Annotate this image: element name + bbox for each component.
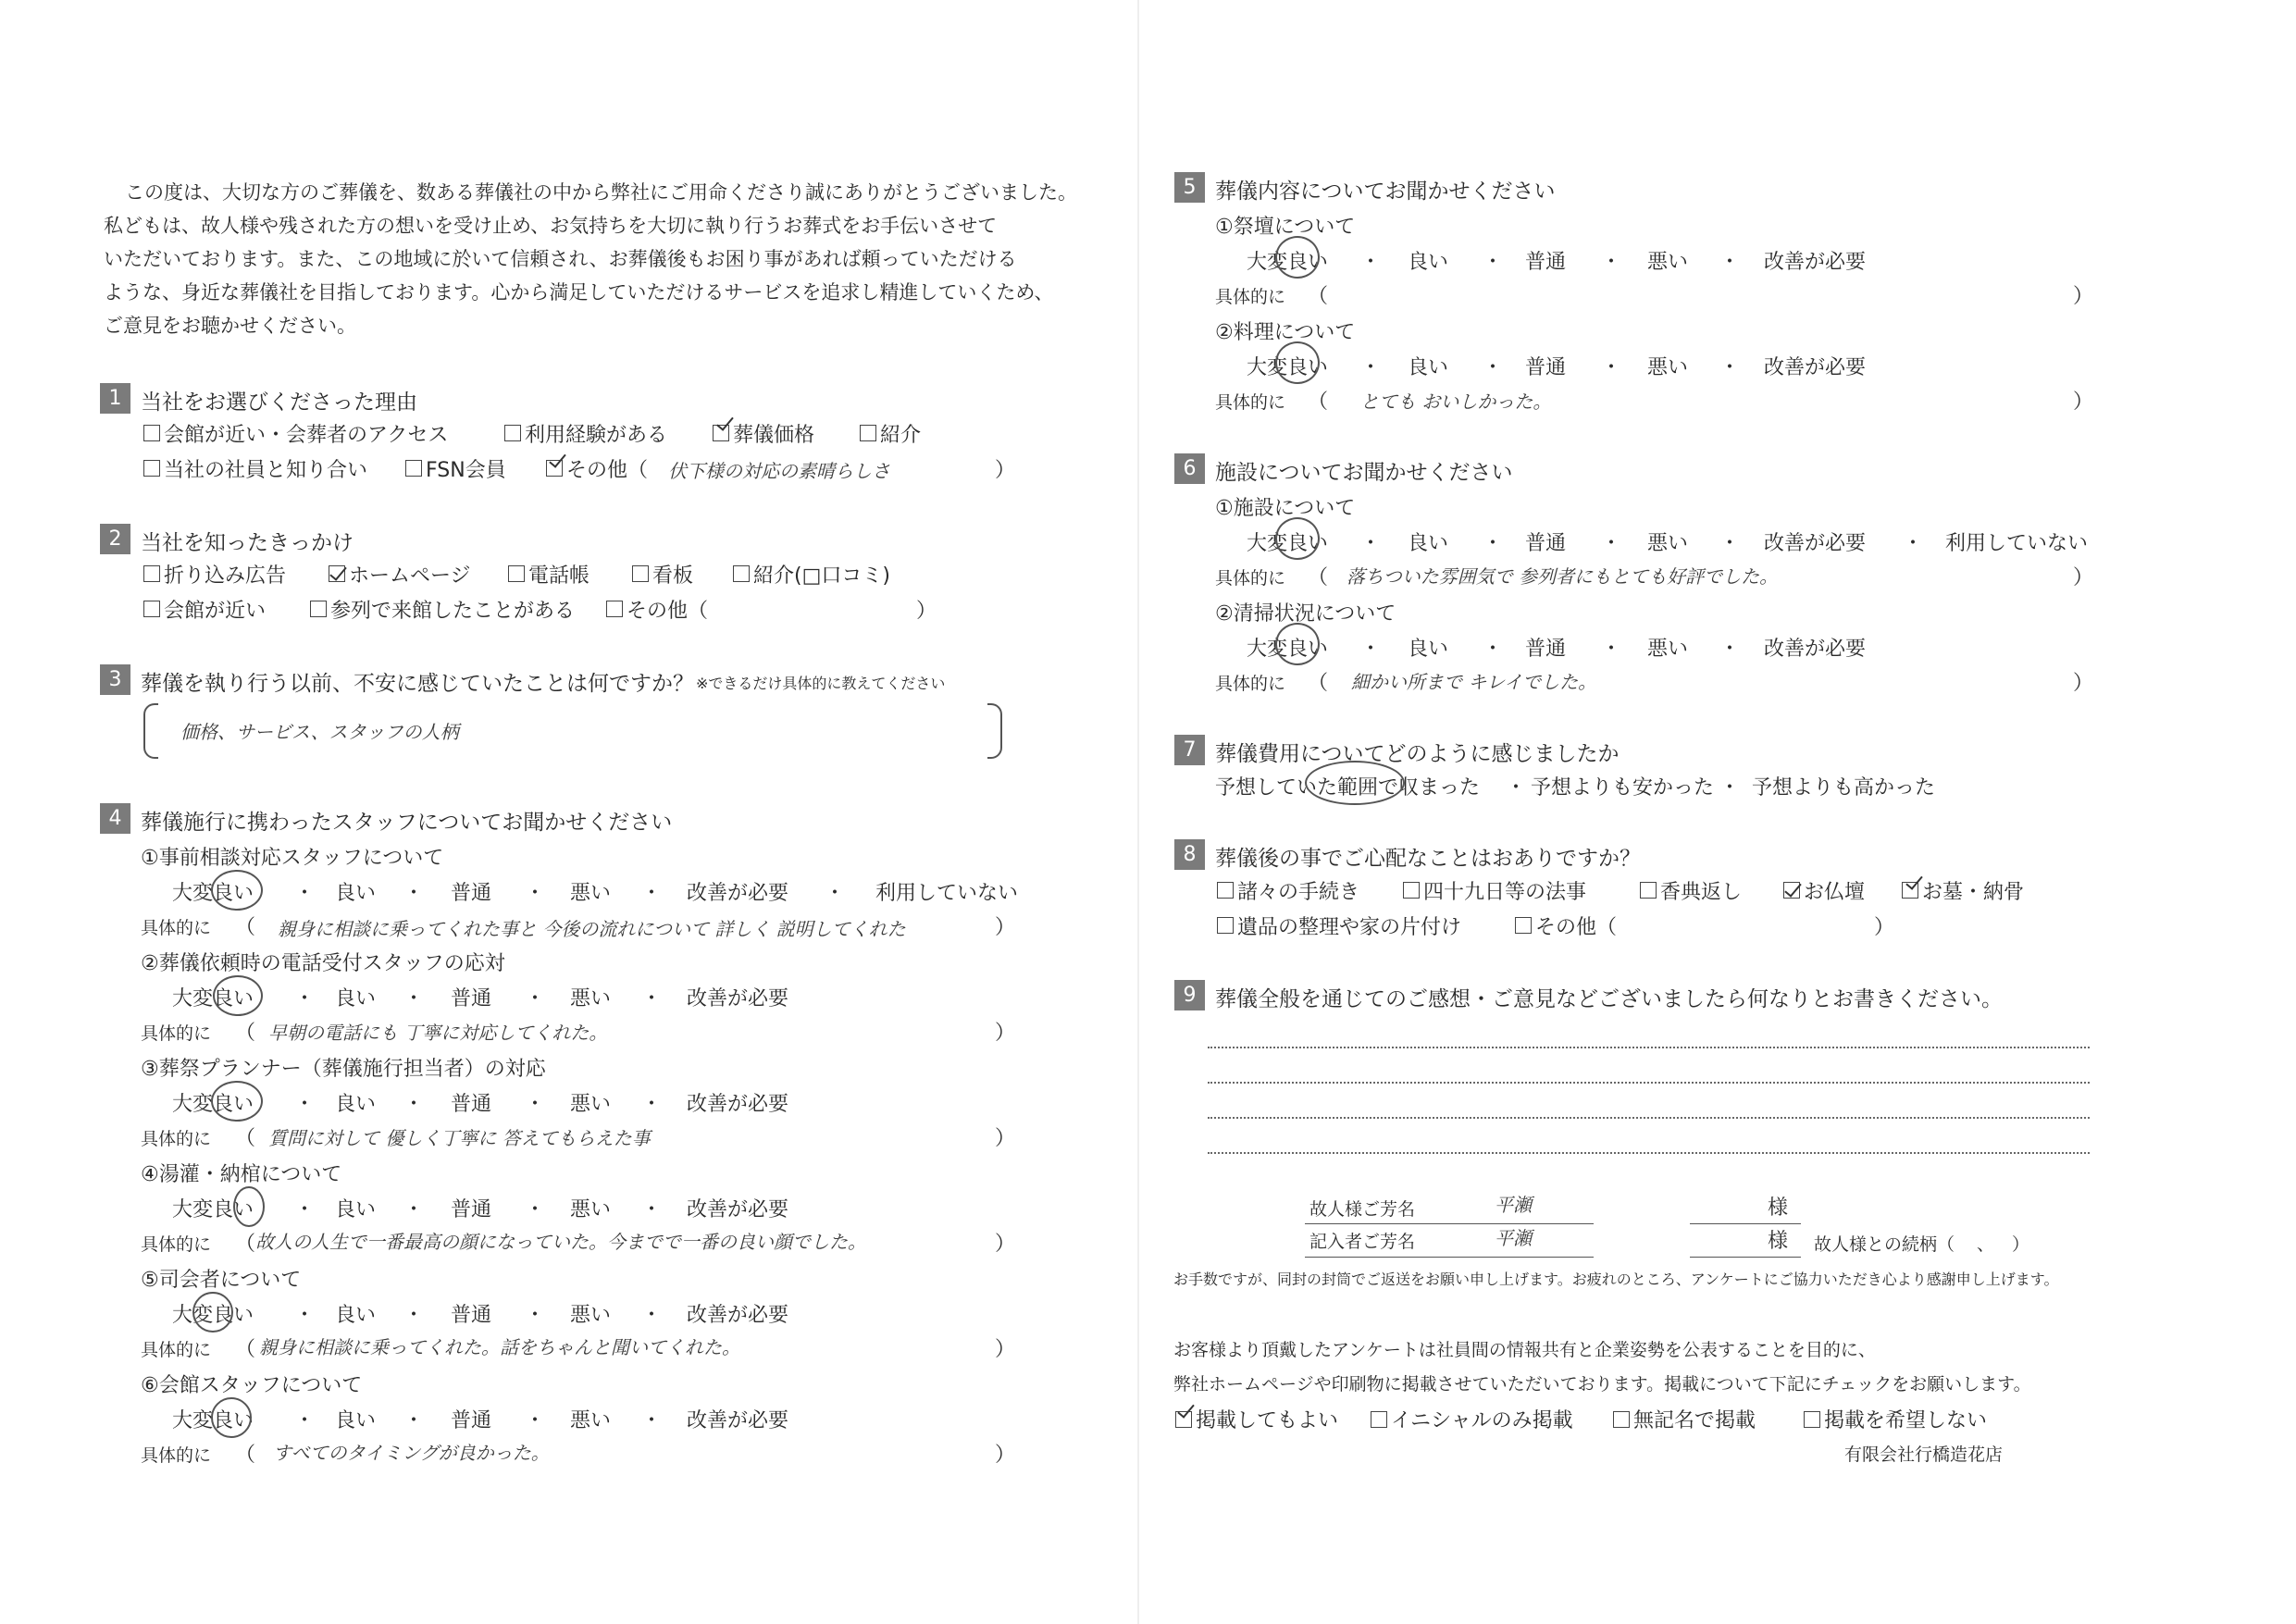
rating-dot: ・ bbox=[294, 882, 316, 905]
checkbox[interactable] bbox=[504, 425, 521, 441]
rating-dot: ・ bbox=[403, 1093, 425, 1116]
checkbox[interactable] bbox=[1515, 917, 1532, 934]
rating-very-good[interactable]: 大変良い bbox=[172, 1409, 254, 1432]
rating-normal[interactable]: 普通 bbox=[451, 1198, 492, 1221]
relation-label: 故人様との続柄（ bbox=[1814, 1234, 1955, 1255]
checkbox[interactable] bbox=[1371, 1411, 1387, 1428]
specific-label: 具体的に bbox=[1215, 674, 1286, 694]
rating-dot: ・ bbox=[1360, 638, 1382, 661]
option-label: イニシャルのみ掲載 bbox=[1391, 1409, 1573, 1432]
rating-dot: ・ bbox=[403, 882, 425, 905]
intro-line: いただいております。また、この地域に於いて信頼され、お葬儀後もお困り事があれば頼っていただける bbox=[104, 248, 1017, 270]
checkbox[interactable] bbox=[1217, 917, 1234, 934]
specific-label: 具体的に bbox=[141, 918, 212, 938]
selected-circle bbox=[1275, 623, 1320, 665]
paren-open: （ bbox=[235, 1338, 256, 1361]
rating-dot: ・ bbox=[1719, 638, 1741, 661]
deceased-name: 平瀬 bbox=[1495, 1194, 1532, 1216]
check-mark-icon bbox=[549, 450, 565, 468]
option-label: 紹介(□口コミ) bbox=[753, 564, 890, 588]
section-title: 葬儀施行に携わったスタッフについてお聞かせください bbox=[141, 811, 673, 835]
option-dot: ・ bbox=[1506, 776, 1527, 800]
rating-dot: ・ bbox=[403, 987, 425, 1010]
thanks-note: お手数ですが、同封の封筒でご返送をお願い申し上げます。お疲れのところ、アンケートにご協力いただき心より感謝申し上げます。 bbox=[1173, 1271, 2059, 1288]
rating-very-good[interactable]: 大変良い bbox=[172, 987, 254, 1010]
rating-dot: ・ bbox=[641, 987, 663, 1010]
option-label: 香典返し bbox=[1660, 881, 1743, 904]
paren-close: ） bbox=[1874, 916, 1895, 939]
underline bbox=[1690, 1257, 1801, 1258]
checkbox[interactable] bbox=[1403, 882, 1420, 899]
rating-bad[interactable]: 悪い bbox=[1647, 532, 1689, 555]
paren-close: ） bbox=[995, 1127, 1016, 1150]
sama-label: 様 bbox=[1768, 1196, 1789, 1220]
subsection-title: ②清掃状況について bbox=[1215, 602, 1396, 626]
rating-dot: ・ bbox=[1601, 638, 1622, 661]
right-page bbox=[1138, 0, 2296, 1624]
rating-dot: ・ bbox=[1601, 356, 1622, 379]
checkbox[interactable] bbox=[606, 601, 623, 617]
writer-name-label: 記入者ご芳名 bbox=[1309, 1232, 1416, 1252]
rating-good[interactable]: 良い bbox=[335, 1304, 377, 1327]
section-number: 2 bbox=[100, 524, 130, 554]
selected-circle bbox=[1275, 517, 1320, 560]
comment-line[interactable] bbox=[1208, 1117, 2090, 1119]
option-label: 折り込み広告 bbox=[164, 564, 287, 588]
rating-not-used[interactable]: 利用していない bbox=[1945, 532, 2089, 555]
subsection-title: ④湯灌・納棺について bbox=[141, 1163, 342, 1186]
option-dot: ・ bbox=[1719, 776, 1741, 800]
rating-dot: ・ bbox=[525, 1409, 546, 1432]
rating-good[interactable]: 良い bbox=[1408, 251, 1449, 274]
rating-good[interactable]: 良い bbox=[335, 882, 377, 905]
subsection-title: ①祭壇について bbox=[1215, 216, 1356, 239]
option-label: お仏壇 bbox=[1804, 881, 1866, 904]
rating-dot: ・ bbox=[641, 882, 663, 905]
option-label: 葬儀価格 bbox=[733, 424, 815, 447]
option-label: ホームページ bbox=[349, 564, 471, 588]
rating-normal[interactable]: 普通 bbox=[451, 1409, 492, 1432]
checkbox[interactable] bbox=[143, 460, 160, 477]
rating-very-good[interactable]: 大変良い bbox=[172, 1093, 254, 1116]
rating-very-good[interactable]: 大変良い bbox=[1247, 356, 1329, 379]
rating-dot: ・ bbox=[294, 1198, 316, 1221]
section-title: 葬儀費用についてどのように感じましたか bbox=[1215, 742, 1620, 766]
selected-circle bbox=[192, 1292, 233, 1333]
checkbox[interactable] bbox=[143, 565, 160, 582]
checkbox[interactable] bbox=[1640, 882, 1657, 899]
subsection-title: ②料理について bbox=[1215, 321, 1356, 344]
option-label: 諸々の手続き bbox=[1237, 881, 1360, 904]
company-name: 有限会社行橋造花店 bbox=[1844, 1444, 2004, 1465]
section-number: 6 bbox=[1174, 453, 1205, 484]
rating-bad[interactable]: 悪い bbox=[1647, 638, 1689, 661]
intro-line: ご意見をお聴かせください。 bbox=[104, 315, 356, 337]
option-label[interactable]: 予想していた範囲で収まった bbox=[1215, 776, 1481, 800]
section-title: 当社を知ったきっかけ bbox=[141, 531, 354, 555]
rating-very-good[interactable]: 大変良い bbox=[1247, 251, 1329, 274]
rating-dot: ・ bbox=[1601, 251, 1622, 274]
paren-close: ） bbox=[995, 1233, 1016, 1256]
paren-close: ） bbox=[995, 916, 1016, 939]
rating-bad[interactable]: 悪い bbox=[570, 882, 612, 905]
specific-label: 具体的に bbox=[1215, 392, 1286, 413]
rating-dot: ・ bbox=[1360, 251, 1382, 274]
rating-dot: ・ bbox=[294, 1304, 316, 1327]
handwritten-answer: 細かい所まで キレイでした。 bbox=[1351, 671, 1597, 693]
option-label: その他（ bbox=[627, 600, 709, 623]
checkbox[interactable] bbox=[1217, 882, 1234, 899]
intro-line: この度は、大切な方のご葬儀を、数ある葬儀社の中から弊社にご用命くださり誠にありがとうございました。 bbox=[125, 181, 1077, 204]
selected-circle bbox=[211, 1397, 252, 1438]
section-number: 1 bbox=[100, 383, 130, 414]
rating-very-good[interactable]: 大変良い bbox=[172, 882, 254, 905]
specific-label: 具体的に bbox=[141, 1023, 212, 1044]
bracket-right bbox=[987, 703, 1002, 759]
paren-close: ） bbox=[2073, 391, 2094, 414]
subsection-title: ⑥会館スタッフについて bbox=[141, 1374, 363, 1397]
rating-dot: ・ bbox=[294, 1093, 316, 1116]
paren-open: （ bbox=[1308, 285, 1329, 308]
rating-very-good[interactable]: 大変良い bbox=[172, 1198, 254, 1221]
checkbox[interactable] bbox=[310, 601, 327, 617]
rating-dot: ・ bbox=[294, 987, 316, 1010]
rating-normal[interactable]: 普通 bbox=[1525, 638, 1567, 661]
section-number: 3 bbox=[100, 664, 130, 695]
rating-bad[interactable]: 悪い bbox=[570, 1409, 612, 1432]
section-title: 当社をお選びくださった理由 bbox=[141, 391, 417, 415]
checkbox[interactable] bbox=[1613, 1411, 1630, 1428]
rating-bad[interactable]: 悪い bbox=[570, 1304, 612, 1327]
rating-dot: ・ bbox=[525, 1093, 546, 1116]
option-label: FSN会員 bbox=[426, 459, 506, 482]
option-label[interactable]: 予想よりも高かった bbox=[1752, 776, 1936, 800]
section-number: 5 bbox=[1174, 172, 1205, 203]
rating-very-good[interactable]: 大変良い bbox=[1247, 532, 1329, 555]
selected-circle bbox=[233, 1186, 265, 1227]
comment-line[interactable] bbox=[1208, 1152, 2090, 1154]
section-title: 葬儀全般を通じてのご感想・ご意見などございましたら何なりとお書きください。 bbox=[1215, 987, 2003, 1011]
rating-bad[interactable]: 悪い bbox=[570, 987, 612, 1010]
left-page bbox=[0, 0, 1138, 1624]
option-label: 紹介 bbox=[880, 424, 922, 447]
rating-improve[interactable]: 改善が必要 bbox=[1764, 251, 1867, 274]
subsection-title: ①事前相談対応スタッフについて bbox=[141, 847, 444, 870]
rating-dot: ・ bbox=[641, 1409, 663, 1432]
rating-dot: ・ bbox=[1360, 356, 1382, 379]
option-label: 四十九日等の法事 bbox=[1423, 881, 1587, 904]
rating-improve[interactable]: 改善が必要 bbox=[1764, 532, 1867, 555]
checkbox[interactable] bbox=[405, 460, 422, 477]
handwritten-answer: 質問に対して 優しく丁寧に 答えてもらえた事 bbox=[268, 1127, 651, 1149]
option-label: その他（ bbox=[566, 459, 649, 482]
bracket-left bbox=[143, 703, 158, 759]
rating-improve[interactable]: 改善が必要 bbox=[1764, 638, 1867, 661]
paren-open: （ bbox=[235, 916, 256, 939]
rating-normal[interactable]: 普通 bbox=[1525, 356, 1567, 379]
subsection-title: ②葬儀依頼時の電話受付スタッフの応対 bbox=[141, 952, 505, 975]
check-mark-icon bbox=[716, 413, 733, 431]
rating-dot: ・ bbox=[1483, 356, 1504, 379]
checkbox[interactable] bbox=[508, 565, 525, 582]
section-number: 7 bbox=[1174, 735, 1205, 765]
rating-improve[interactable]: 改善が必要 bbox=[687, 1304, 789, 1327]
rating-dot: ・ bbox=[403, 1409, 425, 1432]
handwritten-answer: 親身に相談に乗ってくれた。話をちゃんと聞いてくれた。 bbox=[259, 1336, 740, 1358]
rating-good[interactable]: 良い bbox=[335, 987, 377, 1010]
option-label: 会館が近い bbox=[164, 600, 267, 623]
rating-dot: ・ bbox=[525, 987, 546, 1010]
checkbox[interactable] bbox=[860, 425, 876, 441]
rating-good[interactable]: 良い bbox=[335, 1409, 377, 1432]
rating-dot: ・ bbox=[403, 1304, 425, 1327]
rating-dot: ・ bbox=[641, 1198, 663, 1221]
paren-close: ） bbox=[995, 459, 1016, 482]
underline bbox=[1305, 1257, 1594, 1258]
handwritten-answer: 親身に相談に乗ってくれた事と 今後の流れについて 詳しく 説明してくれた bbox=[278, 918, 906, 940]
option-label: 掲載を希望しない bbox=[1824, 1409, 1988, 1432]
rating-dot: ・ bbox=[825, 882, 846, 905]
rating-dot: ・ bbox=[641, 1093, 663, 1116]
rating-dot: ・ bbox=[294, 1409, 316, 1432]
rating-improve[interactable]: 改善が必要 bbox=[687, 1409, 789, 1432]
comment-line[interactable] bbox=[1208, 1047, 2090, 1048]
rating-good[interactable]: 良い bbox=[1408, 356, 1449, 379]
rating-improve[interactable]: 改善が必要 bbox=[1764, 356, 1867, 379]
handwritten-answer: 落ちついた雰囲気で 参列者にもとても好評でした。 bbox=[1347, 565, 1779, 588]
rating-bad[interactable]: 悪い bbox=[570, 1093, 612, 1116]
rating-bad[interactable]: 悪い bbox=[1647, 251, 1689, 274]
rating-dot: ・ bbox=[1483, 532, 1504, 555]
rating-dot: ・ bbox=[525, 1198, 546, 1221]
rating-bad[interactable]: 悪い bbox=[570, 1198, 612, 1221]
handwritten-answer: 早朝の電話にも 丁寧に対応してくれた。 bbox=[268, 1022, 608, 1044]
rating-normal[interactable]: 普通 bbox=[451, 987, 492, 1010]
rating-good[interactable]: 良い bbox=[335, 1198, 377, 1221]
option-label: 電話帳 bbox=[528, 564, 590, 588]
selected-circle bbox=[1275, 341, 1320, 384]
rating-normal[interactable]: 普通 bbox=[451, 1304, 492, 1327]
rating-dot: ・ bbox=[1483, 638, 1504, 661]
paren-close: ） bbox=[995, 1444, 1016, 1467]
checkbox[interactable] bbox=[143, 425, 160, 441]
section-title: 葬儀を執り行う以前、不安に感じていたことは何ですか？ bbox=[141, 672, 694, 696]
paren-open: （ bbox=[235, 1127, 256, 1150]
rating-normal[interactable]: 普通 bbox=[451, 1093, 492, 1116]
paren-close: ） bbox=[916, 600, 937, 623]
section-number: 8 bbox=[1174, 839, 1205, 870]
intro-line: 私どもは、故人様や残された方の想いを受け止め、お気持ちを大切に執り行うお葬式をお手伝いさせて bbox=[104, 215, 998, 237]
rating-very-good[interactable]: 大変良い bbox=[1247, 638, 1329, 661]
specific-label: 具体的に bbox=[1215, 287, 1286, 307]
option-label: 掲載してもよい bbox=[1196, 1409, 1339, 1432]
subsection-title: ①施設について bbox=[1215, 497, 1356, 520]
paren-close: ） bbox=[2073, 566, 2094, 589]
option-label: 利用経験がある bbox=[525, 424, 668, 447]
selected-circle bbox=[211, 1081, 263, 1122]
rating-dot: ・ bbox=[1903, 532, 1924, 555]
rating-dot: ・ bbox=[1719, 251, 1741, 274]
handwritten-answer: 伏下様の対応の素晴らしさ bbox=[668, 460, 890, 482]
option-label: その他（ bbox=[1535, 916, 1618, 939]
check-mark-icon bbox=[1905, 872, 1922, 890]
selected-circle bbox=[1275, 236, 1320, 279]
rating-not-used[interactable]: 利用していない bbox=[875, 882, 1019, 905]
option-label: お墓・納骨 bbox=[1922, 881, 2025, 904]
rating-dot: ・ bbox=[525, 882, 546, 905]
selected-circle bbox=[213, 975, 263, 1016]
option-label: 当社の社員と知り合い bbox=[164, 459, 368, 482]
rating-dot: ・ bbox=[1719, 356, 1741, 379]
rating-dot: ・ bbox=[1360, 532, 1382, 555]
specific-label: 具体的に bbox=[141, 1234, 212, 1255]
rating-good[interactable]: 良い bbox=[1408, 638, 1449, 661]
paren-open: （ bbox=[235, 1444, 256, 1467]
rating-dot: ・ bbox=[1601, 532, 1622, 555]
option-label: 看板 bbox=[652, 564, 694, 588]
selected-circle bbox=[211, 870, 263, 911]
checkbox[interactable] bbox=[1804, 1411, 1820, 1428]
sama-label: 様 bbox=[1768, 1230, 1789, 1253]
option-label: 遺品の整理や家の片付け bbox=[1237, 916, 1462, 939]
rating-dot: ・ bbox=[525, 1304, 546, 1327]
underline bbox=[1690, 1223, 1801, 1224]
specific-label: 具体的に bbox=[141, 1129, 212, 1149]
section-title: 葬儀後の事でご心配なことはおありですか？ bbox=[1215, 847, 1641, 871]
section-note: ※できるだけ具体的に教えてください bbox=[696, 675, 946, 692]
comment-line[interactable] bbox=[1208, 1082, 2090, 1084]
paren-close: ） bbox=[2073, 672, 2094, 695]
writer-name: 平瀬 bbox=[1495, 1227, 1532, 1249]
rating-dot: ・ bbox=[1483, 251, 1504, 274]
rating-dot: ・ bbox=[641, 1304, 663, 1327]
selected-circle bbox=[1305, 761, 1405, 805]
paren-open: （ bbox=[1308, 391, 1329, 414]
paren-open: （ bbox=[235, 1233, 256, 1256]
section-number: 9 bbox=[1174, 980, 1205, 1010]
handwritten-answer: 価格、サービス、スタッフの人柄 bbox=[180, 721, 459, 743]
section-title: 施設についてお聞かせください bbox=[1215, 461, 1513, 485]
underline bbox=[1305, 1223, 1594, 1224]
rating-improve[interactable]: 改善が必要 bbox=[687, 987, 789, 1010]
handwritten-answer: すべてのタイミングが良かった。 bbox=[273, 1442, 550, 1464]
paren-open: （ bbox=[1308, 566, 1329, 589]
checkbox[interactable] bbox=[143, 601, 160, 617]
deceased-name-label: 故人様ご芳名 bbox=[1309, 1199, 1416, 1220]
rating-normal[interactable]: 普通 bbox=[1525, 251, 1567, 274]
relation-separator: 、 bbox=[1977, 1234, 1995, 1255]
paren-close: ） bbox=[2073, 285, 2094, 308]
rating-normal[interactable]: 普通 bbox=[1525, 532, 1567, 555]
subsection-title: ③葬祭プランナー（葬儀施行担当者）の対応 bbox=[141, 1058, 546, 1081]
relation-close: ） bbox=[2012, 1234, 2030, 1255]
handwritten-answer: 故人の人生で一番最高の顔になっていた。今までで一番の良い顔でした。 bbox=[255, 1231, 866, 1253]
rating-improve[interactable]: 改善が必要 bbox=[687, 1093, 789, 1116]
checkbox[interactable] bbox=[632, 565, 649, 582]
option-label: 会館が近い・会葬者のアクセス bbox=[164, 424, 449, 447]
specific-label: 具体的に bbox=[141, 1445, 212, 1466]
option-label: 無記名で掲載 bbox=[1633, 1409, 1756, 1432]
rating-improve[interactable]: 改善が必要 bbox=[687, 1198, 789, 1221]
publish-note: お客様より頂戴したアンケートは社員間の情報共有と企業姿勢を公表することを目的に、 bbox=[1173, 1340, 1876, 1360]
intro-line: ような、身近な葬儀社を目指しております。心から満足していただけるサービスを追求し精進していくため、 bbox=[104, 281, 1054, 304]
rating-very-good[interactable]: 大変良い bbox=[172, 1304, 254, 1327]
rating-dot: ・ bbox=[403, 1198, 425, 1221]
handwritten-answer: とても おいしかった。 bbox=[1360, 391, 1552, 413]
rating-good[interactable]: 良い bbox=[335, 1093, 377, 1116]
paren-open: （ bbox=[235, 1022, 256, 1045]
paren-close: ） bbox=[995, 1338, 1016, 1361]
publish-note: 弊社ホームページや印刷物に掲載させていただいております。掲載について下記にチェックをお願いします。 bbox=[1173, 1374, 2031, 1395]
rating-normal[interactable]: 普通 bbox=[451, 882, 492, 905]
section-title: 葬儀内容についてお聞かせください bbox=[1215, 180, 1556, 204]
paren-open: （ bbox=[1308, 672, 1329, 695]
paren-close: ） bbox=[995, 1022, 1016, 1045]
option-label: 参列で来館したことがある bbox=[330, 600, 576, 623]
option-label[interactable]: 予想よりも安かった bbox=[1531, 776, 1715, 800]
section-number: 4 bbox=[100, 803, 130, 834]
subsection-title: ⑤司会者について bbox=[141, 1269, 302, 1292]
specific-label: 具体的に bbox=[1215, 568, 1286, 589]
checkbox[interactable] bbox=[733, 565, 750, 582]
rating-good[interactable]: 良い bbox=[1408, 532, 1449, 555]
rating-bad[interactable]: 悪い bbox=[1647, 356, 1689, 379]
specific-label: 具体的に bbox=[141, 1340, 212, 1360]
rating-dot: ・ bbox=[1719, 532, 1741, 555]
rating-improve[interactable]: 改善が必要 bbox=[687, 882, 789, 905]
